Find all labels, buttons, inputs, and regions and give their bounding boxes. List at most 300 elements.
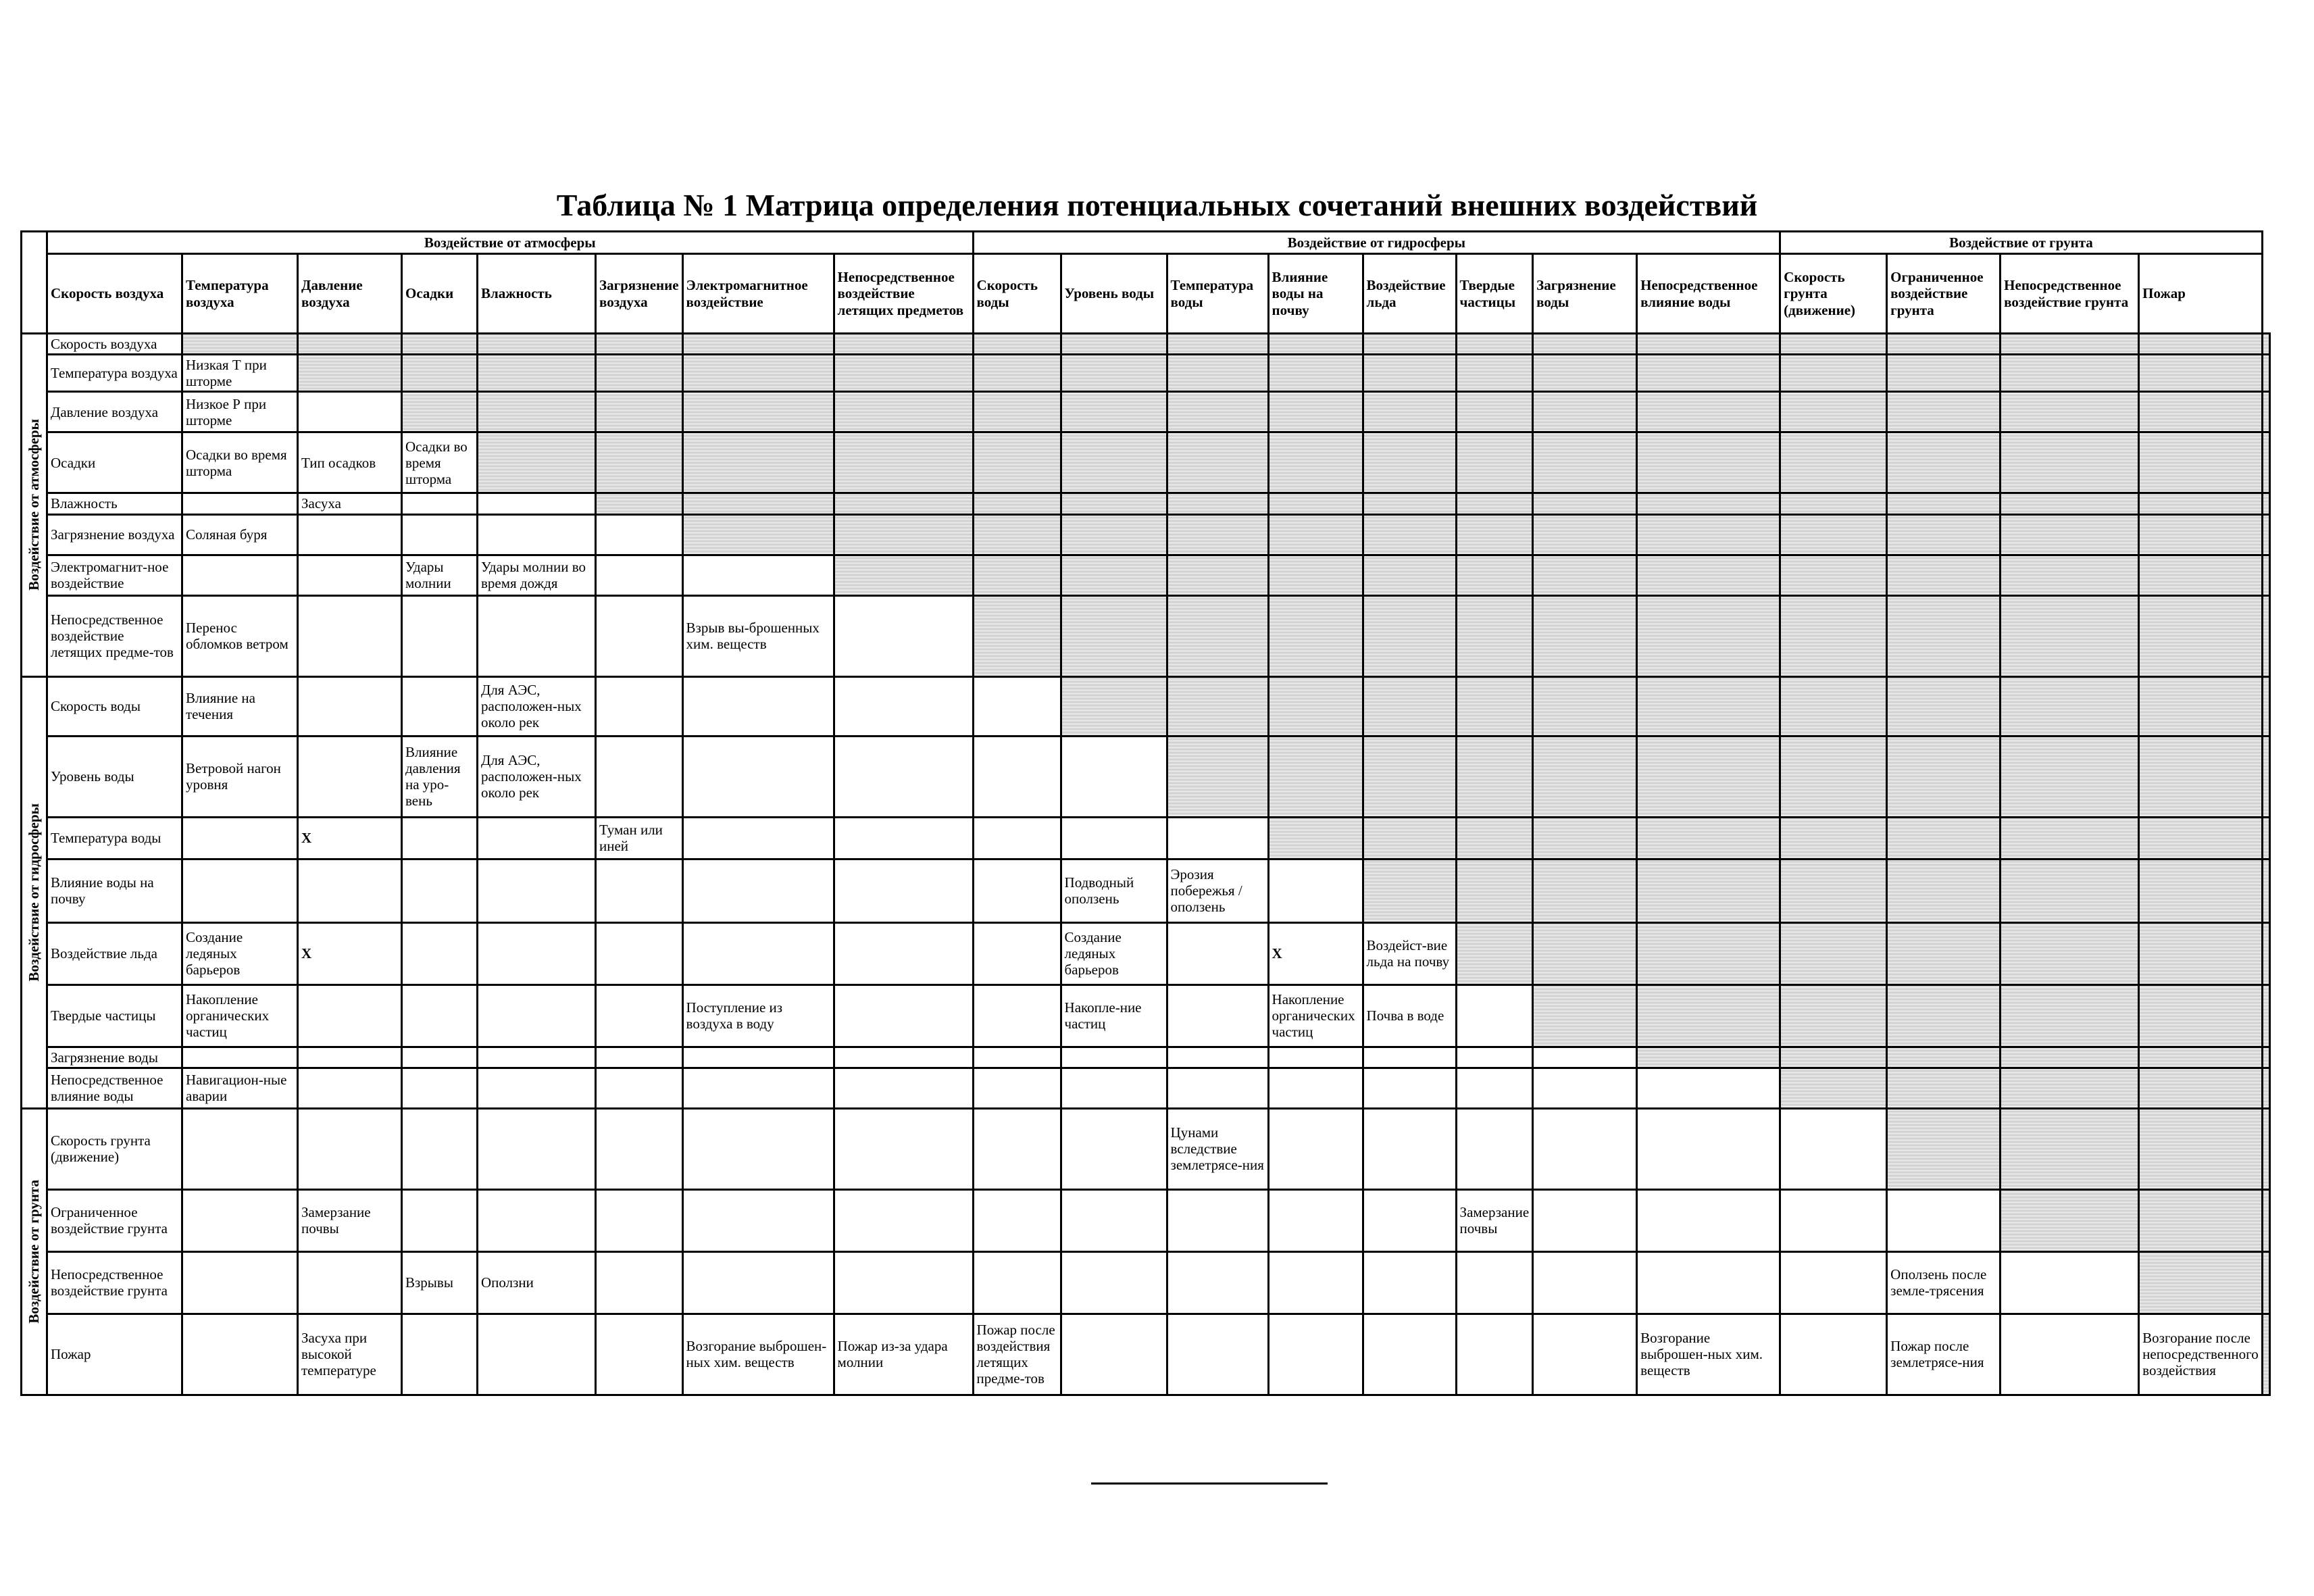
shaded-cell bbox=[1780, 859, 1887, 922]
matrix-cell bbox=[402, 1068, 478, 1108]
group-header-row bbox=[22, 232, 2270, 254]
column-header: Скорость воды bbox=[973, 254, 1061, 334]
matrix-cell: Взрывы bbox=[402, 1251, 478, 1314]
matrix-cell bbox=[182, 493, 298, 514]
shaded-cell bbox=[1061, 595, 1167, 676]
matrix-cell bbox=[1061, 1068, 1167, 1108]
matrix-cell: Возгорание выброшен-ных хим. веществ bbox=[682, 1314, 834, 1395]
shaded-cell bbox=[1167, 392, 1268, 432]
matrix-cell bbox=[478, 922, 596, 984]
matrix-cell bbox=[1637, 1189, 1780, 1251]
shaded-cell bbox=[1887, 1068, 2001, 1108]
shaded-cell bbox=[1887, 1047, 2001, 1068]
matrix-cell bbox=[682, 736, 834, 817]
matrix-cell bbox=[1061, 1108, 1167, 1189]
matrix-cell bbox=[298, 1068, 402, 1108]
row-header: Ограниченное воздействие грунта bbox=[47, 1189, 182, 1251]
shaded-cell bbox=[1637, 334, 1780, 355]
matrix-cell bbox=[298, 595, 402, 676]
matrix-cell bbox=[1061, 736, 1167, 817]
matrix-cell bbox=[1167, 1251, 1268, 1314]
shaded-cell bbox=[1363, 736, 1456, 817]
shaded-cell bbox=[2262, 432, 2269, 493]
shaded-cell bbox=[1268, 817, 1363, 859]
matrix-cell bbox=[478, 514, 596, 555]
shaded-cell bbox=[2262, 922, 2269, 984]
shaded-cell bbox=[2139, 736, 2263, 817]
shaded-cell bbox=[1887, 736, 2001, 817]
row-header: Осадки bbox=[47, 432, 182, 493]
matrix-cell bbox=[834, 984, 973, 1047]
shaded-cell bbox=[2001, 392, 2139, 432]
column-header: Непосредственное воздействие летящих предметов bbox=[834, 254, 973, 334]
shaded-cell bbox=[1533, 984, 1637, 1047]
table-row bbox=[22, 392, 2270, 432]
shaded-cell bbox=[834, 555, 973, 595]
matrix-cell bbox=[1780, 1251, 1887, 1314]
shaded-cell bbox=[682, 334, 834, 355]
shaded-cell bbox=[1456, 595, 1533, 676]
matrix-cell: Низкая Т при шторме bbox=[182, 355, 298, 392]
matrix-cell: Влияние на течения bbox=[182, 676, 298, 736]
matrix-cell bbox=[402, 514, 478, 555]
shaded-cell bbox=[973, 334, 1061, 355]
matrix-cell: Туман или иней bbox=[596, 817, 683, 859]
table-row bbox=[22, 514, 2270, 555]
matrix-cell bbox=[1456, 1314, 1533, 1395]
shaded-cell bbox=[682, 392, 834, 432]
shaded-cell bbox=[1456, 859, 1533, 922]
shaded-cell bbox=[1268, 334, 1363, 355]
matrix-cell bbox=[1167, 1068, 1268, 1108]
matrix-cell bbox=[298, 676, 402, 736]
matrix-cell bbox=[1456, 1068, 1533, 1108]
row-header: Электромагнит-ное воздействие bbox=[47, 555, 182, 595]
matrix-cell bbox=[834, 1251, 973, 1314]
matrix-cell: Пожар после землетрясе-ния bbox=[1887, 1314, 2001, 1395]
group-header-ground: Воздействие от грунта bbox=[1780, 232, 2263, 254]
matrix-cell bbox=[402, 1108, 478, 1189]
matrix-cell bbox=[182, 1108, 298, 1189]
matrix-cell: Возгорание после непосредственного воздействия bbox=[2139, 1314, 2263, 1395]
shaded-cell bbox=[973, 555, 1061, 595]
column-header: Воздействие льда bbox=[1363, 254, 1456, 334]
matrix-cell bbox=[1533, 1047, 1637, 1068]
shaded-cell bbox=[2139, 1189, 2263, 1251]
matrix-cell bbox=[402, 859, 478, 922]
table-row bbox=[22, 1068, 2270, 1108]
row-header: Температура воды bbox=[47, 817, 182, 859]
shaded-cell bbox=[2139, 334, 2263, 355]
shaded-cell bbox=[1887, 1108, 2001, 1189]
matrix-cell bbox=[834, 736, 973, 817]
matrix-cell: Удары молнии во время дождя bbox=[478, 555, 596, 595]
matrix-cell bbox=[478, 493, 596, 514]
shaded-cell bbox=[1456, 676, 1533, 736]
matrix-cell bbox=[298, 1251, 402, 1314]
shaded-cell bbox=[1061, 334, 1167, 355]
table-row bbox=[22, 493, 2270, 514]
shaded-cell bbox=[1363, 514, 1456, 555]
shaded-cell bbox=[1533, 676, 1637, 736]
shaded-cell bbox=[2262, 1251, 2269, 1314]
matrix-cell bbox=[1533, 1251, 1637, 1314]
shaded-cell bbox=[1780, 493, 1887, 514]
shaded-cell bbox=[2262, 514, 2269, 555]
matrix-cell: Пожар из-за удара молнии bbox=[834, 1314, 973, 1395]
matrix-cell: X bbox=[1268, 922, 1363, 984]
shaded-cell bbox=[2262, 334, 2269, 355]
shaded-cell bbox=[2139, 555, 2263, 595]
shaded-cell bbox=[1780, 595, 1887, 676]
matrix-cell bbox=[1167, 1047, 1268, 1068]
shaded-cell bbox=[1887, 595, 2001, 676]
matrix-cell bbox=[596, 595, 683, 676]
matrix-cell bbox=[596, 984, 683, 1047]
shaded-cell bbox=[1533, 392, 1637, 432]
matrix-cell: Накопле-ние частиц bbox=[1061, 984, 1167, 1047]
shaded-cell bbox=[1061, 493, 1167, 514]
shaded-cell bbox=[2262, 1108, 2269, 1189]
matrix-cell bbox=[834, 595, 973, 676]
matrix-cell bbox=[1363, 1068, 1456, 1108]
table-row bbox=[22, 817, 2270, 859]
matrix-cell bbox=[1268, 1314, 1363, 1395]
column-header: Уровень воды bbox=[1061, 254, 1167, 334]
shaded-cell bbox=[1780, 432, 1887, 493]
matrix-cell bbox=[2001, 1251, 2139, 1314]
table-row bbox=[22, 984, 2270, 1047]
matrix-cell bbox=[596, 1314, 683, 1395]
shaded-cell bbox=[1167, 555, 1268, 595]
shaded-cell bbox=[2001, 514, 2139, 555]
shaded-cell bbox=[1167, 676, 1268, 736]
matrix-cell: Засуха при высокой температуре bbox=[298, 1314, 402, 1395]
shaded-cell bbox=[1780, 922, 1887, 984]
shaded-cell bbox=[596, 432, 683, 493]
column-header: Скорость грунта (движение) bbox=[1780, 254, 1887, 334]
shaded-cell bbox=[298, 355, 402, 392]
shaded-cell bbox=[1780, 334, 1887, 355]
shaded-cell bbox=[1780, 355, 1887, 392]
matrix-cell bbox=[973, 736, 1061, 817]
shaded-cell bbox=[834, 334, 973, 355]
table-row bbox=[22, 555, 2270, 595]
shaded-cell bbox=[1533, 817, 1637, 859]
matrix-cell: Навигацион-ные аварии bbox=[182, 1068, 298, 1108]
shaded-cell bbox=[1167, 432, 1268, 493]
row-header: Температура воздуха bbox=[47, 355, 182, 392]
shaded-cell bbox=[1363, 555, 1456, 595]
table-row bbox=[22, 355, 2270, 392]
matrix-cell: Пожар после воздействия летящих предме-тов bbox=[973, 1314, 1061, 1395]
matrix-cell bbox=[596, 922, 683, 984]
shaded-cell bbox=[2001, 1189, 2139, 1251]
column-header: Ограниченное воздействие грунта bbox=[1887, 254, 2001, 334]
row-header: Давление воздуха bbox=[47, 392, 182, 432]
shaded-cell bbox=[1780, 676, 1887, 736]
matrix-cell: Для АЭС, расположен-ных около рек bbox=[478, 676, 596, 736]
shaded-cell bbox=[1061, 432, 1167, 493]
matrix-cell bbox=[682, 859, 834, 922]
matrix-cell bbox=[182, 555, 298, 595]
shaded-cell bbox=[1167, 595, 1268, 676]
matrix-cell bbox=[298, 392, 402, 432]
table-row bbox=[22, 1314, 2270, 1395]
matrix-cell bbox=[1268, 859, 1363, 922]
shaded-cell bbox=[1456, 432, 1533, 493]
matrix-cell bbox=[298, 1108, 402, 1189]
matrix-cell bbox=[1456, 1108, 1533, 1189]
column-header: Пожар bbox=[2139, 254, 2263, 334]
shaded-cell bbox=[1363, 817, 1456, 859]
matrix-cell: Оползень после земле-трясения bbox=[1887, 1251, 2001, 1314]
shaded-cell bbox=[478, 392, 596, 432]
shaded-cell bbox=[1887, 859, 2001, 922]
matrix-cell bbox=[1363, 1108, 1456, 1189]
row-header: Непосредственное воздействие летящих предме-тов bbox=[47, 595, 182, 676]
shaded-cell bbox=[1268, 736, 1363, 817]
matrix-cell bbox=[973, 676, 1061, 736]
matrix-cell bbox=[682, 676, 834, 736]
shaded-cell bbox=[1456, 355, 1533, 392]
column-header: Скорость воздуха bbox=[47, 254, 182, 334]
shaded-cell bbox=[1363, 334, 1456, 355]
matrix-cell bbox=[298, 514, 402, 555]
matrix-cell bbox=[402, 493, 478, 514]
matrix-cell bbox=[682, 1189, 834, 1251]
matrix-cell bbox=[834, 1189, 973, 1251]
shaded-cell bbox=[1780, 1047, 1887, 1068]
row-group-label: Воздействие от атмосферы bbox=[26, 419, 43, 591]
matrix-cell bbox=[596, 676, 683, 736]
shaded-cell bbox=[1637, 736, 1780, 817]
shaded-cell bbox=[1456, 736, 1533, 817]
matrix-cell bbox=[1061, 1251, 1167, 1314]
matrix-cell bbox=[298, 736, 402, 817]
shaded-cell bbox=[596, 392, 683, 432]
shaded-cell bbox=[1637, 432, 1780, 493]
shaded-cell bbox=[1456, 817, 1533, 859]
matrix-cell bbox=[478, 817, 596, 859]
matrix-cell: Почва в воде bbox=[1363, 984, 1456, 1047]
matrix-cell: Тип осадков bbox=[298, 432, 402, 493]
row-header: Влажность bbox=[47, 493, 182, 514]
matrix-cell: Осадки во время шторма bbox=[402, 432, 478, 493]
shaded-cell bbox=[1780, 736, 1887, 817]
matrix-cell bbox=[1061, 1314, 1167, 1395]
matrix-cell bbox=[298, 984, 402, 1047]
matrix-cell: Взрыв вы-брошенных хим. веществ bbox=[682, 595, 834, 676]
matrix-cell: Накопление органических частиц bbox=[1268, 984, 1363, 1047]
matrix-cell bbox=[682, 1108, 834, 1189]
matrix-cell bbox=[1456, 984, 1533, 1047]
shaded-cell bbox=[1637, 1047, 1780, 1068]
shaded-cell bbox=[596, 355, 683, 392]
shaded-cell bbox=[596, 334, 683, 355]
shaded-cell bbox=[2139, 392, 2263, 432]
shaded-cell bbox=[1887, 514, 2001, 555]
row-header: Твердые частицы bbox=[47, 984, 182, 1047]
matrix-cell bbox=[1780, 1314, 1887, 1395]
matrix-cell bbox=[973, 1189, 1061, 1251]
shaded-cell bbox=[1887, 817, 2001, 859]
shaded-cell bbox=[1061, 555, 1167, 595]
matrix-cell: Оползни bbox=[478, 1251, 596, 1314]
column-header: Электромагнитное воздействие bbox=[682, 254, 834, 334]
shaded-cell bbox=[2139, 493, 2263, 514]
shaded-cell bbox=[1637, 555, 1780, 595]
shaded-cell bbox=[1533, 514, 1637, 555]
matrix-cell bbox=[596, 736, 683, 817]
shaded-cell bbox=[2262, 1314, 2269, 1395]
shaded-cell bbox=[2001, 432, 2139, 493]
matrix-cell bbox=[973, 1047, 1061, 1068]
shaded-cell bbox=[1456, 334, 1533, 355]
shaded-cell bbox=[682, 355, 834, 392]
row-header: Скорость грунта (движение) bbox=[47, 1108, 182, 1189]
matrix-cell: Замерзание почвы bbox=[1456, 1189, 1533, 1251]
matrix-cell bbox=[1637, 1108, 1780, 1189]
shaded-cell bbox=[2262, 817, 2269, 859]
matrix-cell bbox=[182, 1314, 298, 1395]
shaded-cell bbox=[2001, 984, 2139, 1047]
shaded-cell bbox=[1061, 355, 1167, 392]
shaded-cell bbox=[1887, 555, 2001, 595]
shaded-cell bbox=[2139, 514, 2263, 555]
row-header: Уровень воды bbox=[47, 736, 182, 817]
shaded-cell bbox=[1268, 392, 1363, 432]
shaded-cell bbox=[1363, 355, 1456, 392]
matrix-cell bbox=[478, 859, 596, 922]
shaded-cell bbox=[478, 432, 596, 493]
matrix-cell bbox=[1268, 1108, 1363, 1189]
matrix-cell bbox=[402, 676, 478, 736]
matrix-cell bbox=[478, 1108, 596, 1189]
matrix-cell bbox=[973, 1108, 1061, 1189]
shaded-cell bbox=[2001, 859, 2139, 922]
matrix-cell bbox=[682, 1251, 834, 1314]
matrix-cell bbox=[973, 984, 1061, 1047]
shaded-cell bbox=[2262, 392, 2269, 432]
row-group-label: Воздействие от грунта bbox=[26, 1179, 43, 1324]
matrix-cell bbox=[1780, 1108, 1887, 1189]
shaded-cell bbox=[402, 392, 478, 432]
matrix-cell bbox=[682, 555, 834, 595]
matrix-cell bbox=[1268, 1189, 1363, 1251]
shaded-cell bbox=[2262, 1068, 2269, 1108]
shaded-cell bbox=[2139, 922, 2263, 984]
shaded-cell bbox=[1268, 595, 1363, 676]
shaded-cell bbox=[2139, 859, 2263, 922]
shaded-cell bbox=[1637, 859, 1780, 922]
table-row bbox=[22, 1108, 2270, 1189]
shaded-cell bbox=[1363, 392, 1456, 432]
shaded-cell bbox=[1533, 355, 1637, 392]
group-header-atmosphere: Воздействие от атмосферы bbox=[47, 232, 974, 254]
shaded-cell bbox=[1887, 334, 2001, 355]
shaded-cell bbox=[1456, 922, 1533, 984]
matrix-cell bbox=[682, 1068, 834, 1108]
matrix-cell bbox=[1167, 922, 1268, 984]
matrix-cell bbox=[478, 984, 596, 1047]
matrix-cell bbox=[1061, 1047, 1167, 1068]
matrix-cell bbox=[682, 922, 834, 984]
shaded-cell bbox=[2001, 493, 2139, 514]
shaded-cell bbox=[2262, 1047, 2269, 1068]
row-group-ground bbox=[22, 1108, 47, 1395]
matrix-cell: Влияние давления на уро-вень bbox=[402, 736, 478, 817]
shaded-cell bbox=[2139, 984, 2263, 1047]
matrix-cell: Накопление органических частиц bbox=[182, 984, 298, 1047]
matrix-cell: Воздейст-вие льда на почву bbox=[1363, 922, 1456, 984]
row-header: Влияние воды на почву bbox=[47, 859, 182, 922]
matrix-cell: X bbox=[298, 817, 402, 859]
shaded-cell bbox=[1887, 355, 2001, 392]
matrix-cell bbox=[182, 1251, 298, 1314]
shaded-cell bbox=[2262, 355, 2269, 392]
table-row bbox=[22, 595, 2270, 676]
matrix-cell: Замерзание почвы bbox=[298, 1189, 402, 1251]
column-header: Загрязнение воды bbox=[1533, 254, 1637, 334]
shaded-cell bbox=[2139, 1251, 2263, 1314]
matrix-cell: Для АЭС, расположен-ных около рек bbox=[478, 736, 596, 817]
matrix-cell: Осадки во время шторма bbox=[182, 432, 298, 493]
shaded-cell bbox=[2139, 595, 2263, 676]
shaded-cell bbox=[1637, 984, 1780, 1047]
shaded-cell bbox=[1637, 493, 1780, 514]
shaded-cell bbox=[1533, 595, 1637, 676]
shaded-cell bbox=[2001, 334, 2139, 355]
table-row bbox=[22, 922, 2270, 984]
column-header: Давление воздуха bbox=[298, 254, 402, 334]
shaded-cell bbox=[2001, 1047, 2139, 1068]
shaded-cell bbox=[1167, 514, 1268, 555]
shaded-cell bbox=[834, 432, 973, 493]
matrix-cell bbox=[402, 1314, 478, 1395]
shaded-cell bbox=[2139, 1047, 2263, 1068]
shaded-cell bbox=[1061, 676, 1167, 736]
matrix-cell bbox=[1268, 1068, 1363, 1108]
matrix-cell: Низкое Р при шторме bbox=[182, 392, 298, 432]
matrix-cell bbox=[182, 859, 298, 922]
matrix-cell bbox=[182, 1047, 298, 1068]
matrix-cell bbox=[298, 859, 402, 922]
row-header: Загрязнение воды bbox=[47, 1047, 182, 1068]
shaded-cell bbox=[1887, 432, 2001, 493]
matrix-cell bbox=[973, 1068, 1061, 1108]
matrix-cell bbox=[478, 1047, 596, 1068]
matrix-cell bbox=[682, 1047, 834, 1068]
shaded-cell bbox=[1533, 493, 1637, 514]
shaded-cell bbox=[973, 392, 1061, 432]
shaded-cell bbox=[2139, 676, 2263, 736]
matrix-cell bbox=[1167, 984, 1268, 1047]
shaded-cell bbox=[2139, 432, 2263, 493]
corner-cell bbox=[22, 232, 47, 334]
matrix-cell: Ветровой нагон уровня bbox=[182, 736, 298, 817]
matrix-cell bbox=[1780, 1189, 1887, 1251]
shaded-cell bbox=[1268, 355, 1363, 392]
matrix-cell bbox=[1061, 817, 1167, 859]
shaded-cell bbox=[973, 493, 1061, 514]
shaded-cell bbox=[1637, 355, 1780, 392]
shaded-cell bbox=[2001, 1108, 2139, 1189]
shaded-cell bbox=[596, 493, 683, 514]
matrix-cell bbox=[1167, 817, 1268, 859]
column-header: Твердые частицы bbox=[1456, 254, 1533, 334]
row-group-atmosphere bbox=[22, 334, 47, 677]
